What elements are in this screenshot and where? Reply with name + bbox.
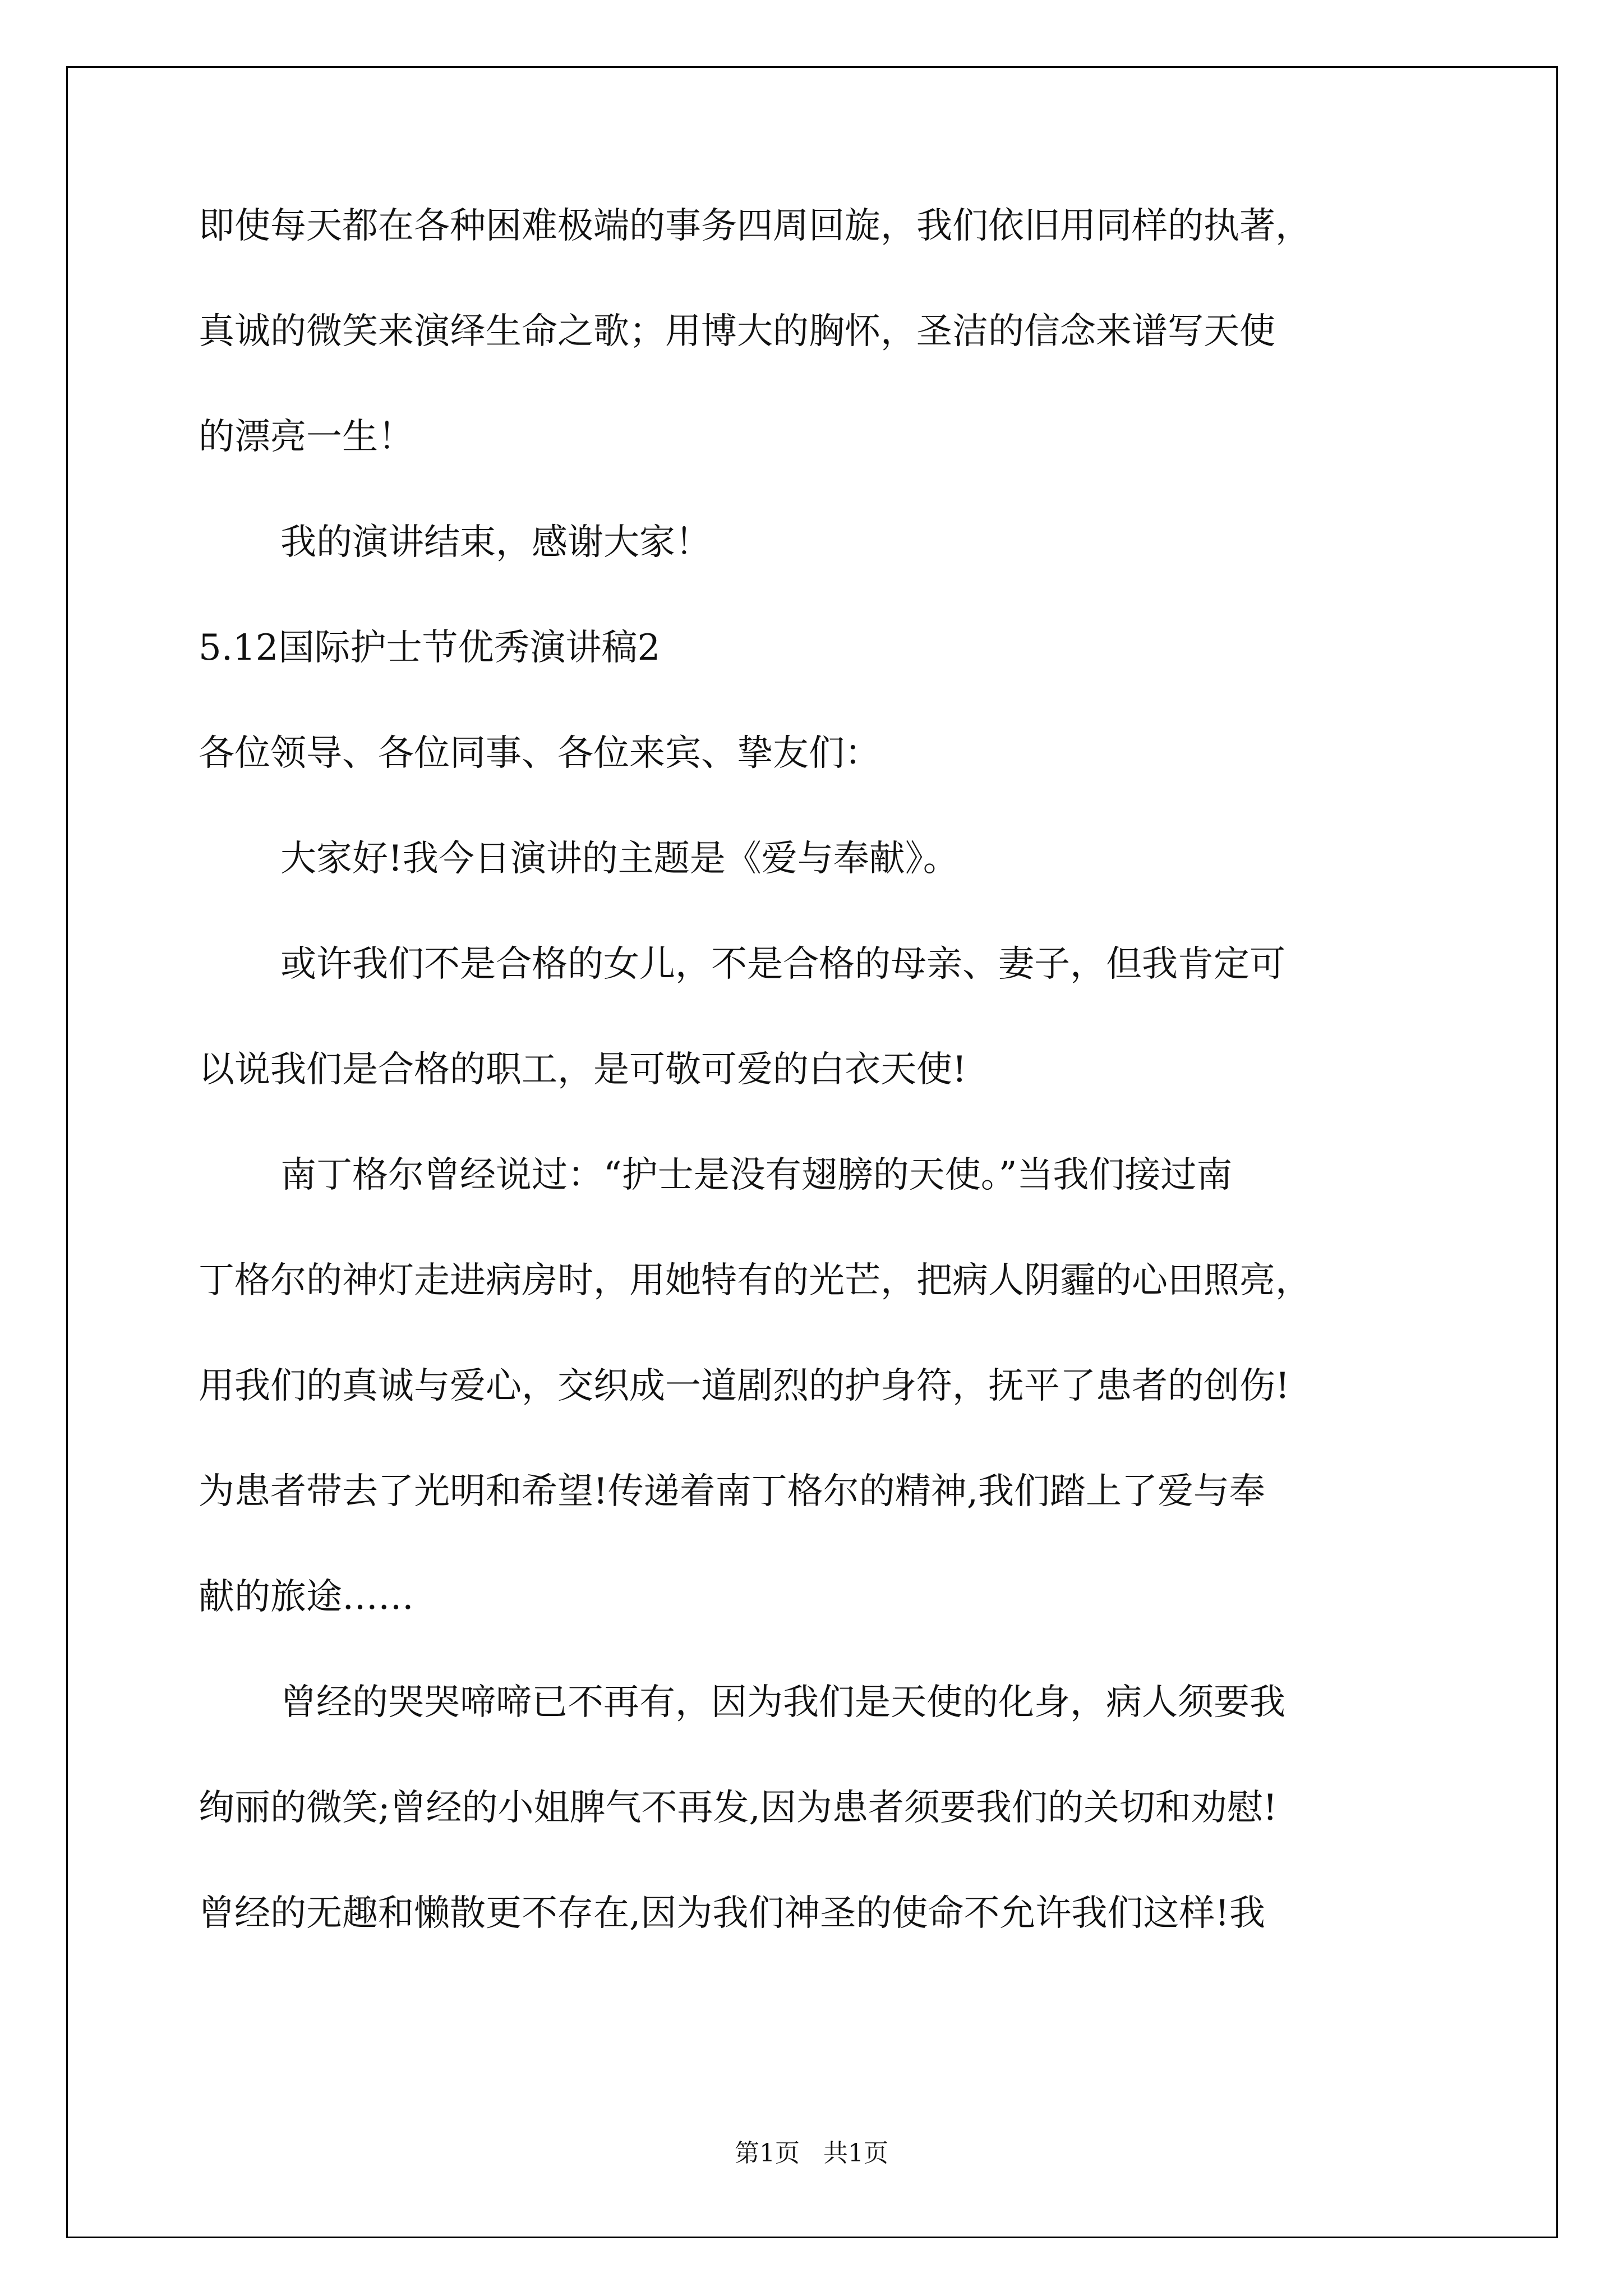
paragraph-line: 献的旅途…… (199, 1576, 414, 1618)
paragraph-line: 绚丽的微笑;曾经的小姐脾气不再发,因为患者须要我们的关切和劝慰! (199, 1787, 1278, 1829)
paragraph-line: 为患者带去了光明和希望!传递着南丁格尔的精神,我们踏上了爱与奉 (199, 1471, 1266, 1512)
paragraph-line: 大家好!我今日演讲的主题是《爱与奉献》。 (280, 838, 959, 880)
paragraph-line: 以说我们是合格的职工，是可敬可爱的白衣天使! (199, 1049, 967, 1091)
paragraph-line: 南丁格尔曾经说过：“护士是没有翅膀的天使。”当我们接过南 (280, 1154, 1233, 1196)
page-number-footer: 第1页 共1页 (735, 2139, 888, 2168)
paragraph-line: 曾经的哭哭啼啼已不再有，因为我们是天使的化身，病人须要我 (280, 1682, 1285, 1723)
paragraph-line: 真诚的微笑来演绎生命之歌；用博大的胸怀，圣洁的信念来谱写天使 (199, 311, 1275, 352)
paragraph-line: 丁格尔的神灯走进病房时，用她特有的光芒，把病人阴霾的心田照亮， (199, 1260, 1311, 1301)
paragraph-line: 用我们的真诚与爱心，交织成一道剧烈的护身符，抚平了患者的创伤! (199, 1365, 1290, 1407)
paragraph-line: 即使每天都在各种困难极端的事务四周回旋，我们依旧用同样的执著， (199, 205, 1311, 247)
salutation-line: 各位领导、各位同事、各位来宾、挚友们： (199, 733, 880, 774)
section-heading: 5.12国际护士节优秀演讲稿2 (199, 627, 661, 669)
paragraph-line: 我的演讲结束，感谢大家！ (280, 522, 711, 563)
paragraph-line: 曾经的无趣和懒散更不存在,因为我们神圣的使命不允许我们这样!我 (199, 1893, 1266, 1934)
paragraph-line: 或许我们不是合格的女儿，不是合格的母亲、妻子，但我肯定可 (280, 944, 1285, 985)
paragraph-line: 的漂亮一生！ (199, 416, 414, 458)
